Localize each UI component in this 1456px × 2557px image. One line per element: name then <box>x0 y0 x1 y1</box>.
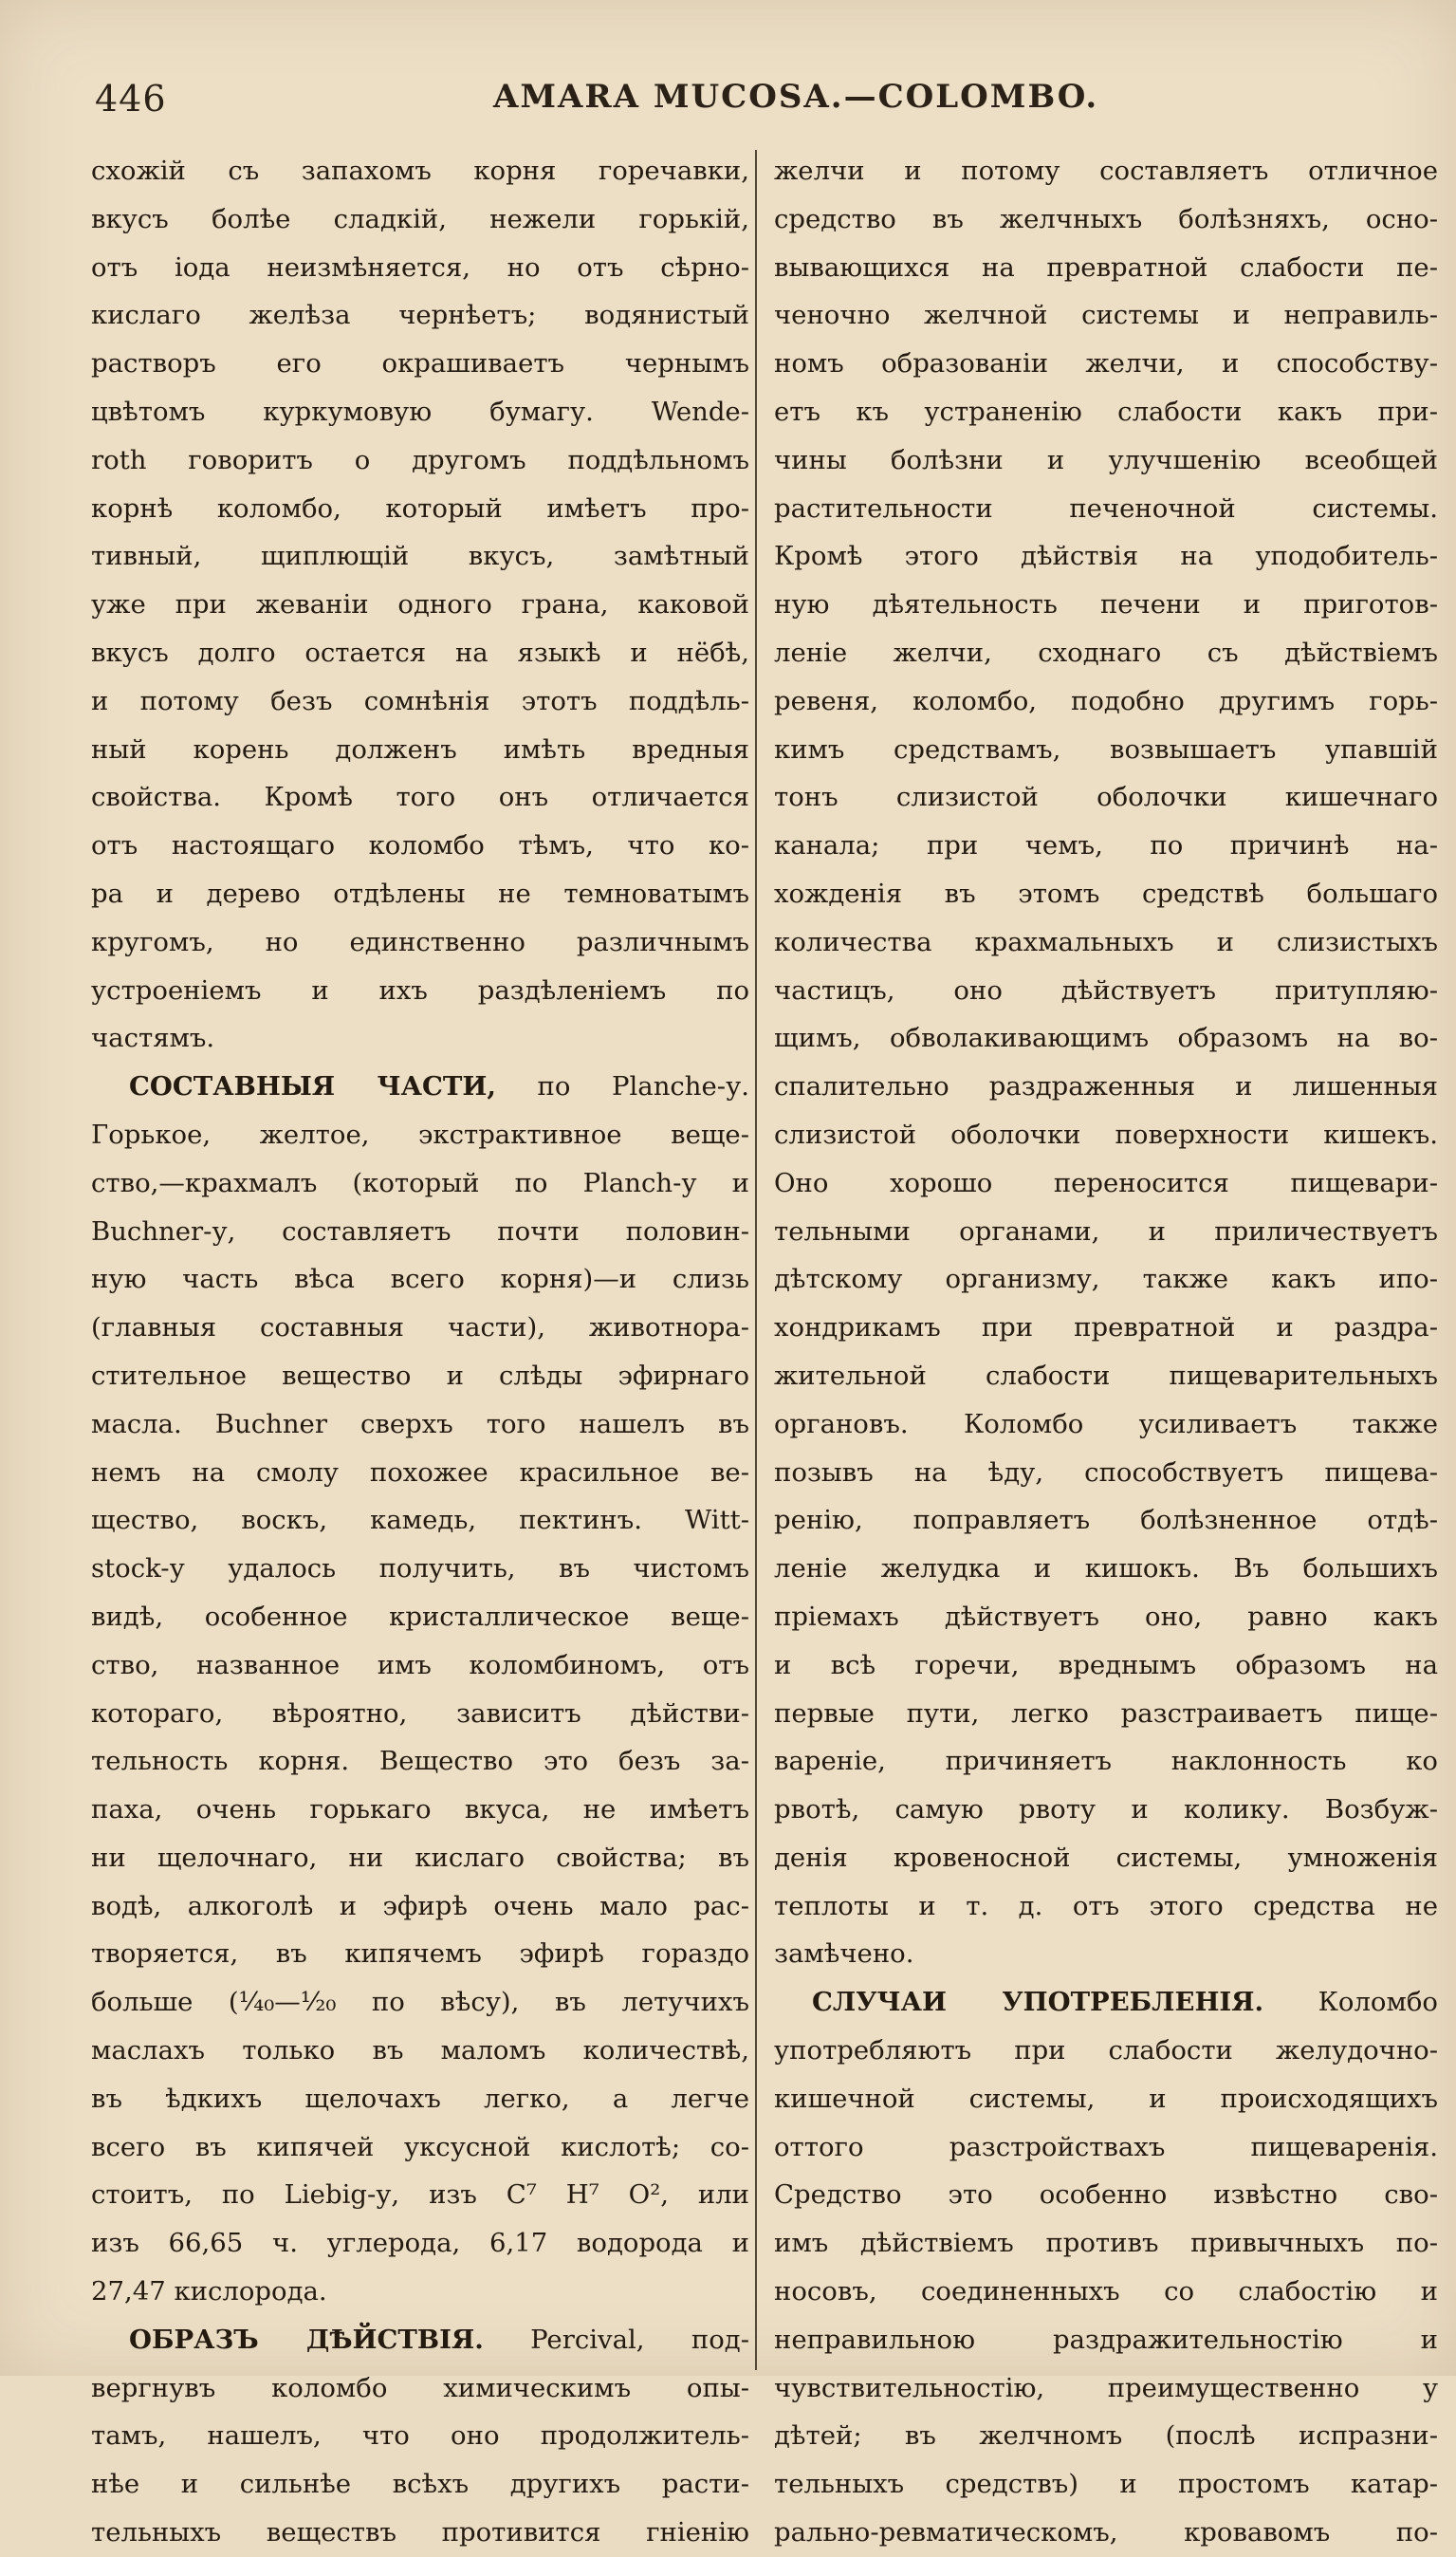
text-line: свойства. Кромѣ того онъ отличается <box>91 782 749 813</box>
text-line <box>91 1063 749 1111</box>
text-line: вергнувъ коломбо химическимъ опы- <box>91 2372 749 2403</box>
text-line: кислаго желѣза чернѣетъ; водянистый <box>91 300 749 331</box>
text-line: дѣтскому организму, также какъ ипо- <box>774 1264 1438 1295</box>
text-line: желчи и потому составляетъ отличное <box>774 156 1438 186</box>
text-line: щество, воскъ, камедь, пектинъ. Witt- <box>91 1505 749 1536</box>
text-line: видѣ, особенное кристаллическое веще- <box>91 1601 749 1632</box>
text-line: ную часть вѣса всего корня)—и слизь <box>91 1264 749 1295</box>
text-line: кишечной системы, и происходящихъ <box>774 2083 1438 2114</box>
text-line: хожденія въ этомъ средствѣ большаго <box>774 878 1438 909</box>
text-line: неправильною раздражительностію и <box>774 2324 1438 2355</box>
text-line: уже при жеваніи одного грана, каковой <box>91 589 749 621</box>
text-line: хондрикамъ при превратной и раздра- <box>774 1312 1438 1343</box>
text-line: количества крахмальныхъ и слизистыхъ <box>774 926 1438 957</box>
left-column <box>91 147 749 2557</box>
text-line: всего въ кипячей уксусной кислотѣ; со- <box>91 2131 749 2162</box>
text-line: рально-ревматическомъ, кровавомъ по- <box>774 2517 1438 2548</box>
text-line: леніе желчи, сходнаго съ дѣйствіемъ <box>774 637 1438 668</box>
text-line: паха, очень горькаго вкуса, не имѣетъ <box>91 1794 749 1825</box>
text-line: оттого разстройствахъ пищеваренія. <box>774 2131 1438 2162</box>
text-line: и потому безъ сомнѣнія этотъ поддѣль- <box>91 685 749 716</box>
right-column <box>774 147 1438 2557</box>
section-heading: ОБРАЗЪ ДѢЙСТВІЯ. <box>129 2324 484 2355</box>
text-line: средство въ желчныхъ болѣзняхъ, осно- <box>774 203 1438 234</box>
section-heading-continuation: по Planche-у. <box>495 1071 749 1102</box>
text-line: рвотѣ, самую рвоту и колику. Возбуж- <box>774 1794 1438 1825</box>
text-line: тельныхъ средствъ) и простомъ катар- <box>774 2469 1438 2500</box>
text-line: вывающихся на превратной слабости пе- <box>774 251 1438 283</box>
text-line: тонъ слизистой оболочки кишечнаго <box>774 782 1438 813</box>
text-line: ченочно желчной системы и неправиль- <box>774 300 1438 331</box>
text-line: позывъ на ѣду, способствуетъ пищева- <box>774 1456 1438 1488</box>
text-line: чувствительностію, преимущественно у <box>774 2372 1438 2403</box>
text-line: етъ къ устраненію слабости какъ при- <box>774 396 1438 427</box>
text-line: тамъ, нашелъ, что оно продолжитель- <box>91 2420 749 2452</box>
text-line: стоитъ, по Liebig-у, изъ C⁷ H⁷ O², или <box>91 2179 749 2211</box>
text-line: ренію, поправляетъ болѣзненное отдѣ- <box>774 1505 1438 1536</box>
text-line: спалительно раздраженныя и лишенныя <box>774 1071 1438 1102</box>
text-line: котораго, вѣроятно, зависитъ дѣйстви- <box>91 1697 749 1729</box>
text-line: денія кровеносной системы, умноженія <box>774 1842 1438 1873</box>
text-line: леніе желудка и кишокъ. Въ большихъ <box>774 1553 1438 1584</box>
text-line: больше (¹⁄₄₀—¹⁄₂₀ по вѣсу), въ летучихъ <box>91 1987 749 2018</box>
text-line: отъ настоящаго коломбо тѣмъ, что ко- <box>91 830 749 862</box>
text-line: дѣтей; въ желчномъ (послѣ испразни- <box>774 2420 1438 2452</box>
text-line: тивный, щиплющій вкусъ, замѣтный <box>91 541 749 572</box>
text-line: творяется, въ кипячемъ эфирѣ гораздо <box>91 1938 749 1970</box>
text-line: употребляютъ при слабости желудочно- <box>774 2035 1438 2066</box>
text-line: маслахъ только въ маломъ количествѣ, <box>91 2035 749 2066</box>
section-heading-continuation: Коломбо <box>1263 1987 1438 2018</box>
text-line: растворъ его окрашиваетъ чернымъ <box>91 348 749 380</box>
text-line: пріемахъ дѣйствуетъ оно, равно какъ <box>774 1601 1438 1632</box>
text-line: вкусъ болѣе сладкій, нежели горькій, <box>91 203 749 234</box>
text-line: изъ 66,65 ч. углерода, 6,17 водорода и <box>91 2228 749 2259</box>
text-line: нѣе и сильнѣе всѣхъ другихъ расти- <box>91 2469 749 2500</box>
text-line: носовъ, соединенныхъ со слабостію и <box>774 2276 1438 2307</box>
text-line: кимъ средствамъ, возвышаетъ упавшій <box>774 733 1438 765</box>
text-line: ни щелочнаго, ни кислаго свойства; въ <box>91 1842 749 1873</box>
text-line: Кромѣ этого дѣйствія на уподобитель- <box>774 541 1438 572</box>
text-line: органовъ. Коломбо усиливаетъ также <box>774 1408 1438 1439</box>
text-line: вкусъ долго остается на языкѣ и нёбѣ, <box>91 637 749 668</box>
text-line: и всѣ горечи, вреднымъ образомъ на <box>774 1649 1438 1680</box>
text-line: ную дѣятельность печени и приготов- <box>774 589 1438 621</box>
text-line: масла. Buchner сверхъ того нашелъ въ <box>91 1408 749 1439</box>
page-header <box>85 68 1456 125</box>
text-line: stock-у удалось получить, въ чистомъ <box>91 1553 749 1584</box>
text-line: частямъ. <box>91 1023 215 1054</box>
text-line: ный корень долженъ имѣть вредныя <box>91 733 749 765</box>
text-line: канала; при чемъ, по причинѣ на- <box>774 830 1438 862</box>
text-line: Buchner-у, составляетъ почти половин- <box>91 1215 749 1247</box>
text-line: ра и дерево отдѣлены не темноватымъ <box>91 878 749 909</box>
text-line: ревеня, коломбо, подобно другимъ горь- <box>774 685 1438 716</box>
text-line: устроеніемъ и ихъ раздѣленіемъ по <box>91 974 749 1006</box>
text-line: слизистой оболочки поверхности кишекъ. <box>774 1119 1438 1150</box>
text-line: ство, названное имъ коломбиномъ, отъ <box>91 1649 749 1680</box>
text-line: корнѣ коломбо, который имѣетъ про- <box>91 492 749 524</box>
text-line <box>91 2316 749 2364</box>
text-line: цвѣтомъ куркумовую бумагу. Wende- <box>91 396 749 427</box>
section-heading: СОСТАВНЫЯ ЧАСТИ, <box>129 1071 496 1102</box>
text-line: Горькое, желтое, экстрактивное веще- <box>91 1119 749 1150</box>
text-line: (главныя составныя части), животнора- <box>91 1312 749 1343</box>
text-line <box>774 1978 1438 2027</box>
text-line: roth говоритъ о другомъ поддѣльномъ <box>91 444 749 475</box>
text-line: чины болѣзни и улучшенію всеобщей <box>774 444 1438 475</box>
page-number: 446 <box>95 78 167 120</box>
text-line: Средство это особенно извѣстно сво- <box>774 2179 1438 2211</box>
text-line: водѣ, алкоголѣ и эфирѣ очень мало рас- <box>91 1890 749 1921</box>
text-line: первые пути, легко разстраиваетъ пище- <box>774 1697 1438 1729</box>
column-divider <box>755 150 757 2370</box>
text-line: отъ іода неизмѣняется, но отъ сѣрно- <box>91 251 749 283</box>
text-line: жительной слабости пищеварительныхъ <box>774 1360 1438 1391</box>
text-line: частицъ, оно дѣйствуетъ притупляю- <box>774 974 1438 1006</box>
text-line: тельныхъ веществъ противится гніенію <box>91 2517 749 2548</box>
section-heading-continuation: Percival, под- <box>483 2324 749 2355</box>
text-line: имъ дѣйствіемъ противъ привычныхъ по- <box>774 2228 1438 2259</box>
text-line: тельными органами, и приличествуетъ <box>774 1215 1438 1247</box>
text-line: схожій съ запахомъ корня горечавки, <box>91 156 749 186</box>
text-line: стительное вещество и слѣды эфирнаго <box>91 1360 749 1391</box>
running-title: AMARA MUCOSA.—COLOMBO. <box>493 78 1099 116</box>
text-line: вареніе, причиняетъ наклонность ко <box>774 1746 1438 1777</box>
text-line: замѣчено. <box>774 1938 914 1970</box>
text-line: Оно хорошо переносится пищевари- <box>774 1167 1438 1198</box>
section-heading: СЛУЧАИ УПОТРЕБЛЕНІЯ. <box>812 1987 1264 2018</box>
text-line: тельность корня. Вещество это безъ за- <box>91 1746 749 1777</box>
text-line: ство,—крахмалъ (который по Planch-у и <box>91 1167 749 1198</box>
text-line: 27,47 кислорода. <box>91 2276 327 2307</box>
text-line: въ ѣдкихъ щелочахъ легко, а легче <box>91 2083 749 2114</box>
text-line: немъ на смолу похожее красильное ве- <box>91 1456 749 1488</box>
text-line: кругомъ, но единственно различнымъ <box>91 926 749 957</box>
text-line: щимъ, обволакивающимъ образомъ на во- <box>774 1023 1438 1054</box>
text-line: растительности печеночной системы. <box>774 492 1438 524</box>
text-line: теплоты и т. д. отъ этого средства не <box>774 1890 1438 1921</box>
text-line: номъ образованіи желчи, и способству- <box>774 348 1438 380</box>
